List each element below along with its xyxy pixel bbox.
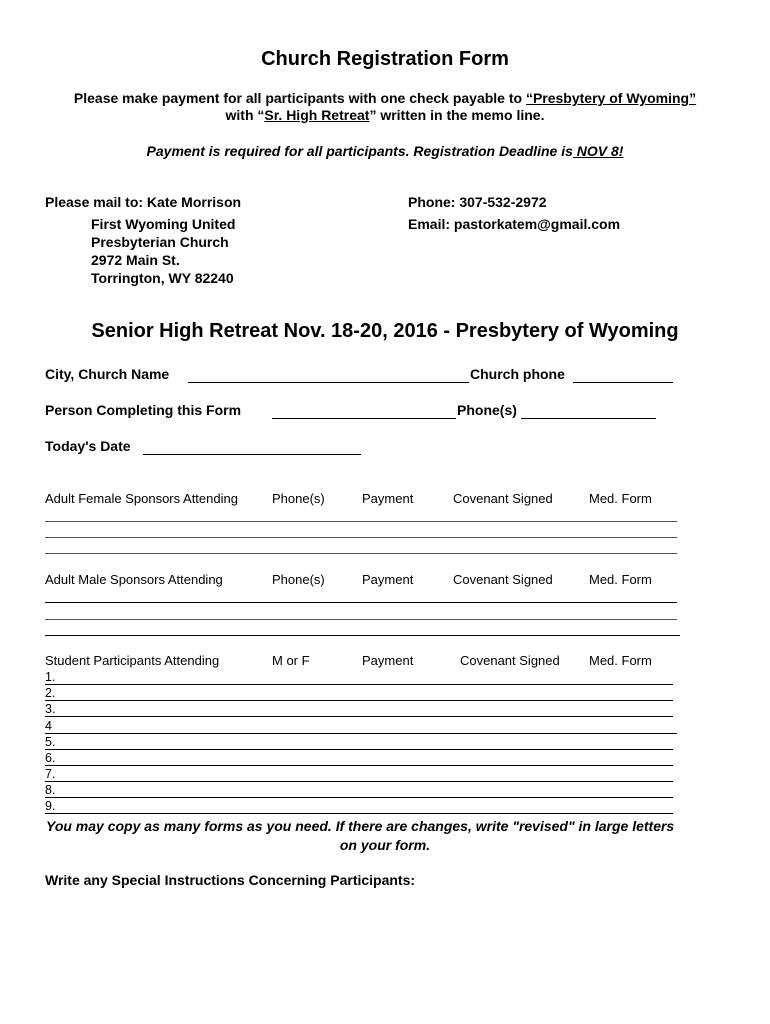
student-row-line[interactable] bbox=[45, 700, 673, 701]
contact-phone: Phone: 307-532-2972 bbox=[408, 194, 547, 210]
student-row-number: 5. bbox=[45, 735, 56, 749]
deadline-text: Payment is required for all participants. Registration Deadline is bbox=[146, 143, 573, 159]
student-row-line[interactable] bbox=[45, 733, 677, 734]
male-covenant-header: Covenant Signed bbox=[453, 572, 553, 587]
church-phone-label: Church phone bbox=[470, 366, 565, 382]
student-row-number: 3. bbox=[45, 702, 56, 716]
students-header: Student Participants Attending bbox=[45, 653, 220, 668]
female-sponsor-row-line[interactable] bbox=[45, 537, 677, 538]
phones-input-line[interactable] bbox=[521, 418, 656, 419]
deadline-notice bbox=[0, 143, 770, 159]
payment-payee: “Presbytery of Wyoming” bbox=[525, 90, 697, 106]
mail-address-line-3: 2972 Main St. bbox=[91, 252, 180, 268]
student-row-line[interactable] bbox=[45, 765, 673, 766]
student-row-number: 8. bbox=[45, 783, 56, 797]
city-church-input-line[interactable] bbox=[188, 382, 469, 383]
male-medform-header: Med. Form bbox=[589, 572, 652, 587]
student-row-number: 6. bbox=[45, 751, 56, 765]
church-phone-input-line[interactable] bbox=[573, 382, 673, 383]
student-row-number: 2. bbox=[45, 686, 56, 700]
male-sponsor-row-line[interactable] bbox=[45, 619, 677, 620]
event-title: Senior High Retreat Nov. 18-20, 2016 - Presbytery of Wyoming bbox=[91, 320, 679, 342]
student-row-line[interactable] bbox=[45, 797, 673, 798]
copy-note-line-1: You may copy as many forms as you need. If there are changes, write "revised" in large letters bbox=[46, 818, 675, 834]
student-row-number: 9. bbox=[45, 799, 56, 813]
student-row-line[interactable] bbox=[45, 716, 673, 717]
male-phones-header: Phone(s) bbox=[272, 572, 325, 587]
person-completing-label: Person Completing this Form bbox=[45, 402, 242, 418]
students-covenant-header: Covenant Signed bbox=[460, 653, 560, 668]
student-row-line[interactable] bbox=[45, 749, 673, 750]
contact-email: Email: pastorkatem@gmail.com bbox=[408, 216, 621, 232]
phones-label: Phone(s) bbox=[457, 402, 517, 418]
male-sponsor-row-line[interactable] bbox=[45, 602, 677, 603]
student-row-number: 7. bbox=[45, 767, 56, 781]
todays-date-label: Today's Date bbox=[45, 438, 131, 454]
female-payment-header: Payment bbox=[362, 491, 414, 506]
mail-address-line-4: Torrington, WY 82240 bbox=[91, 270, 234, 286]
mail-to-label: Please mail to: Kate Morrison bbox=[45, 194, 242, 210]
student-row-line[interactable] bbox=[45, 684, 673, 685]
todays-date-input-line[interactable] bbox=[143, 454, 361, 455]
male-sponsors-header: Adult Male Sponsors Attending bbox=[45, 572, 223, 587]
female-covenant-header: Covenant Signed bbox=[453, 491, 553, 506]
special-instructions-label: Write any Special Instructions Concerning Participants: bbox=[45, 872, 416, 888]
students-medform-header: Med. Form bbox=[589, 653, 652, 668]
payment-line1-prefix: Please make payment for all participants with one check payable to bbox=[73, 90, 526, 106]
male-payment-header: Payment bbox=[362, 572, 414, 587]
payment-line2-suffix: ” written in the memo line. bbox=[369, 107, 545, 123]
payment-instruction-line2 bbox=[0, 107, 770, 123]
person-completing-input-line[interactable] bbox=[272, 418, 456, 419]
female-sponsor-row-line[interactable] bbox=[45, 553, 677, 554]
city-church-label: City, Church Name bbox=[45, 366, 170, 382]
female-medform-header: Med. Form bbox=[589, 491, 652, 506]
payment-line2-prefix: with “ bbox=[225, 107, 265, 123]
male-sponsor-row-line[interactable] bbox=[45, 635, 680, 636]
female-sponsors-header: Adult Female Sponsors Attending bbox=[45, 491, 238, 506]
student-row-number: 1. bbox=[45, 670, 56, 684]
payment-instruction-line1 bbox=[0, 90, 770, 106]
students-gender-header: M or F bbox=[272, 653, 310, 668]
student-row-line[interactable] bbox=[45, 781, 673, 782]
mail-address-line-2: Presbyterian Church bbox=[91, 234, 229, 250]
copy-note-line-2: on your form. bbox=[339, 837, 431, 853]
students-payment-header: Payment bbox=[362, 653, 414, 668]
student-row-number: 4 bbox=[45, 719, 52, 733]
female-phones-header: Phone(s) bbox=[272, 491, 325, 506]
deadline-date: NOV 8! bbox=[572, 143, 624, 159]
form-title: Church Registration Form bbox=[261, 48, 509, 70]
mail-address-line-1: First Wyoming United bbox=[91, 216, 236, 232]
payment-memo: Sr. High Retreat bbox=[264, 107, 370, 123]
female-sponsor-row-line[interactable] bbox=[45, 521, 677, 522]
student-row-line[interactable] bbox=[45, 813, 673, 814]
